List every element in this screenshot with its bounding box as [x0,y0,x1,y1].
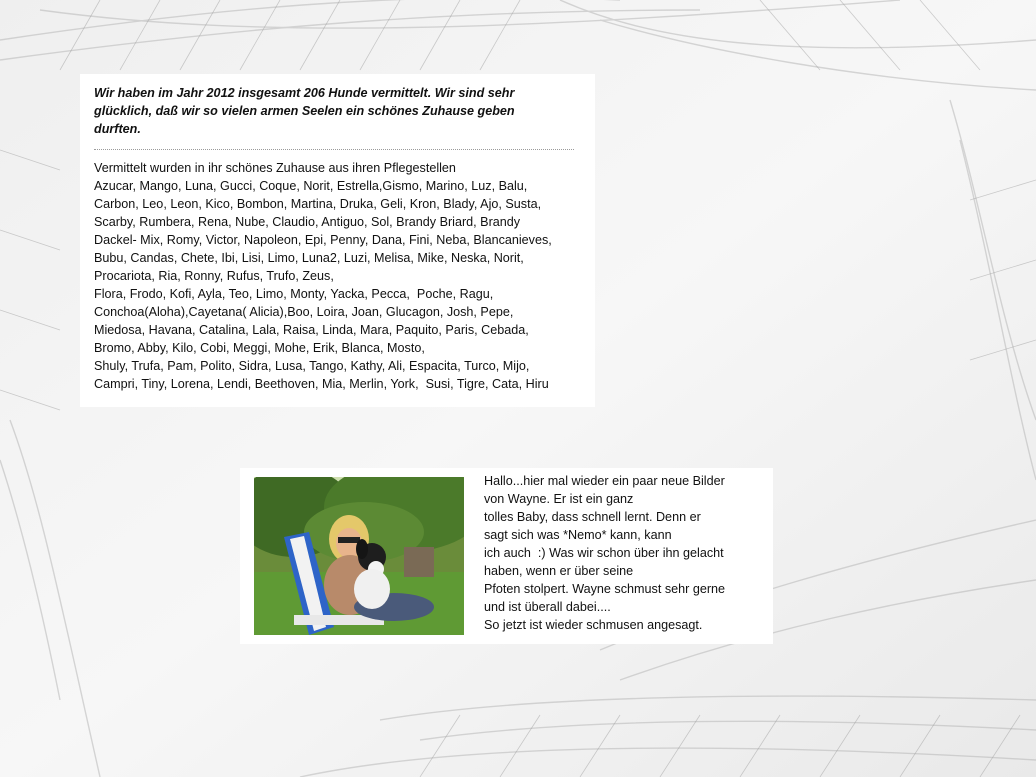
caption-line: sagt sich was *Nemo* kann, kann [484,528,672,542]
dotted-divider [94,149,574,150]
adoption-summary-card [80,74,595,407]
adopted-dogs-list [94,159,589,393]
wayne-post-card [240,468,773,644]
caption-line: und ist überall dabei.... [484,600,611,614]
caption-line: von Wayne. Er ist ein ganz [484,492,634,506]
list-item: Dackel- Mix, Romy, Victor, Napoleon, Epi, Penny, Dana, Fini, Neba, Blancanieves, [94,233,552,247]
list-item: Procariota, Ria, Ronny, Rufus, Trufo, Zeus, [94,269,334,283]
caption-line: Pfoten stolpert. Wayne schmust sehr gerne [484,582,726,596]
intro-line: glücklich, daß wir so vielen armen Seelen ein schönes Zuhause geben [94,104,515,118]
list-item: Azucar, Mango, Luna, Gucci, Coque, Norit, Estrella,Gismo, Marino, Luz, Balu, [94,179,528,193]
caption-line: tolles Baby, dass schnell lernt. Denn er [484,510,701,524]
adoption-intro [94,84,564,138]
list-item: Shuly, Trufa, Pam, Polito, Sidra, Lusa, Tango, Kathy, Ali, Espacita, Turco, Mijo, [94,359,530,373]
wayne-caption [484,472,764,634]
list-item: Flora, Frodo, Kofi, Ayla, Teo, Limo, Monty, Yacka, Pecca, Poche, Ragu, [94,287,494,301]
caption-line: So jetzt ist wieder schmusen angesagt. [484,618,703,632]
intro-line: durften. [94,122,141,136]
caption-line: ich auch :) Was wir schon über ihn gelacht [484,546,724,560]
list-item: Campri, Tiny, Lorena, Lendi, Beethoven, Mia, Merlin, York, Susi, Tigre, Cata, Hiru [94,377,549,391]
caption-line: haben, wenn er über seine [484,564,634,578]
list-item: Bubu, Candas, Chete, Ibi, Lisi, Limo, Luna2, Luzi, Melisa, Mike, Neska, Norit, [94,251,524,265]
list-item: Carbon, Leo, Leon, Kico, Bombon, Martina, Druka, Geli, Kron, Blady, Ajo, Susta, [94,197,542,211]
list-item: Miedosa, Havana, Catalina, Lala, Raisa, Linda, Mara, Paquito, Paris, Cebada, [94,323,529,337]
list-item: Scarby, Rumbera, Rena, Nube, Claudio, Antiguo, Sol, Brandy Briard, Brandy [94,215,521,229]
list-item: Conchoa(Aloha),Cayetana( Alicia),Boo, Loira, Joan, Glucagon, Josh, Pepe, [94,305,514,319]
wayne-photo[interactable] [254,477,464,635]
list-item: Bromo, Abby, Kilo, Cobi, Meggi, Mohe, Erik, Blanca, Mosto, [94,341,425,355]
caption-line: Hallo...hier mal wieder ein paar neue Bilder [484,474,725,488]
intro-line: Wir haben im Jahr 2012 insgesamt 206 Hunde vermittelt. Wir sind sehr [94,86,515,100]
list-heading: Vermittelt wurden in ihr schönes Zuhause aus ihren Pflegestellen [94,161,456,175]
